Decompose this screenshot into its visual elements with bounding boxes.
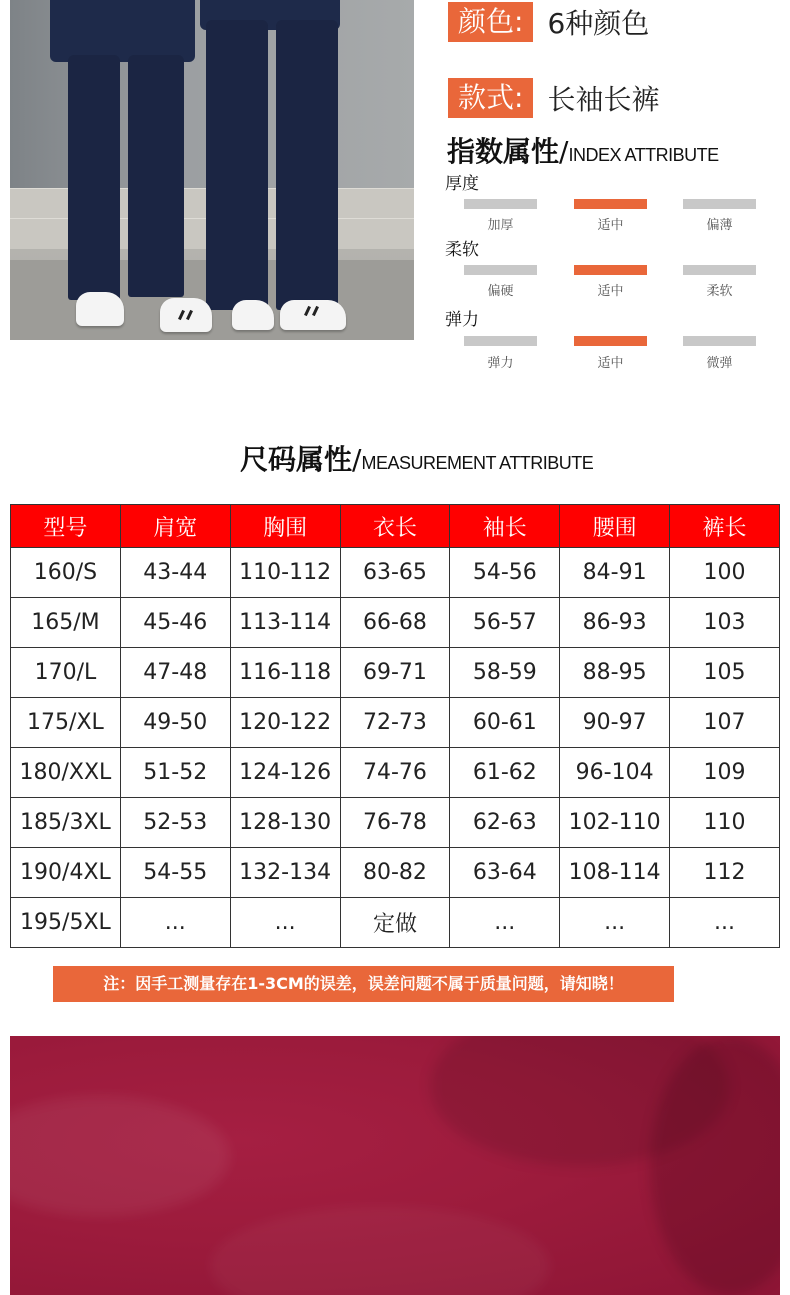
sneaker	[160, 298, 212, 332]
sneaker	[76, 292, 124, 326]
jacket-hem-left	[50, 0, 195, 62]
color-value: 6种颜色	[547, 7, 650, 40]
style-label: 款式:	[448, 78, 533, 118]
table-cell: 175/XL	[11, 698, 121, 748]
table-cell: 100	[670, 548, 780, 598]
table-cell: 190/4XL	[11, 848, 121, 898]
table-cell: ...	[450, 898, 560, 948]
table-cell: 45-46	[120, 598, 230, 648]
table-cell: 96-104	[560, 748, 670, 798]
table-cell: 132-134	[230, 848, 340, 898]
attr-elasticity-option: 弹力	[487, 356, 514, 371]
measurement-attribute-title-cn: 尺码属性	[240, 443, 353, 476]
table-row	[11, 548, 780, 598]
style-info-row	[448, 78, 659, 118]
table-cell: 49-50	[120, 698, 230, 748]
table-cell: ...	[560, 898, 670, 948]
header-waist: 腰围	[560, 505, 670, 548]
attr-elasticity-bar-2	[683, 336, 756, 346]
attr-elasticity-name: 弹力	[445, 310, 479, 330]
attr-thickness-bar-0	[464, 199, 537, 209]
attr-softness-option: 适中	[597, 284, 624, 299]
measurement-attribute-title-en: MEASUREMENT ATTRIBUTE	[361, 453, 594, 473]
table-cell: 58-59	[450, 648, 560, 698]
table-cell: 170/L	[11, 648, 121, 698]
table-row	[11, 598, 780, 648]
attr-thickness-option: 偏薄	[706, 218, 733, 233]
table-cell: 72-73	[340, 698, 450, 748]
table-cell: 88-95	[560, 648, 670, 698]
table-cell: 47-48	[120, 648, 230, 698]
table-cell: 113-114	[230, 598, 340, 648]
index-attribute-title	[447, 130, 719, 170]
header-top-length: 衣长	[340, 505, 450, 548]
table-row	[11, 748, 780, 798]
attr-elasticity-bar-0	[464, 336, 537, 346]
table-cell: ...	[670, 898, 780, 948]
table-cell: 110	[670, 798, 780, 848]
style-value: 长袖长裤	[547, 83, 660, 116]
table-cell: 165/M	[11, 598, 121, 648]
size-chart-header-row	[11, 505, 780, 548]
table-cell: 84-91	[560, 548, 670, 598]
table-cell: 63-65	[340, 548, 450, 598]
table-cell: 112	[670, 848, 780, 898]
header-sleeve-length: 袖长	[450, 505, 560, 548]
table-cell: 103	[670, 598, 780, 648]
color-info-row	[448, 2, 649, 42]
table-cell: 102-110	[560, 798, 670, 848]
fabric-closeup-photo	[10, 1036, 780, 1295]
fabric-highlight	[10, 1096, 230, 1216]
table-row	[11, 848, 780, 898]
table-cell: 60-61	[450, 698, 560, 748]
table-cell: 66-68	[340, 598, 450, 648]
table-cell: 54-55	[120, 848, 230, 898]
attr-softness-option: 偏硬	[487, 284, 514, 299]
table-cell: 80-82	[340, 848, 450, 898]
size-chart-table	[10, 504, 780, 948]
table-cell: 43-44	[120, 548, 230, 598]
fabric-highlight	[210, 1206, 550, 1295]
table-cell: 108-114	[560, 848, 670, 898]
sneaker	[232, 300, 274, 330]
color-label: 颜色:	[448, 2, 533, 42]
table-cell: 56-57	[450, 598, 560, 648]
attr-elasticity-option: 适中	[597, 356, 624, 371]
table-cell: 128-130	[230, 798, 340, 848]
table-cell: 61-62	[450, 748, 560, 798]
table-row	[11, 648, 780, 698]
table-cell: 定做	[340, 898, 450, 948]
table-cell: 74-76	[340, 748, 450, 798]
product-photo-navy-trousers	[10, 0, 414, 340]
table-cell: 105	[670, 648, 780, 698]
table-cell: 160/S	[11, 548, 121, 598]
table-cell: 62-63	[450, 798, 560, 848]
measurement-attribute-title	[240, 438, 593, 478]
header-chest: 胸围	[230, 505, 340, 548]
title-separator: /	[559, 135, 569, 168]
table-cell: 116-118	[230, 648, 340, 698]
index-attribute-title-cn: 指数属性	[447, 135, 560, 168]
table-cell: 69-71	[340, 648, 450, 698]
table-cell: 195/5XL	[11, 898, 121, 948]
header-trouser-length: 裤长	[670, 505, 780, 548]
attr-thickness-bar-1	[574, 199, 647, 209]
table-cell: 52-53	[120, 798, 230, 848]
table-cell: 110-112	[230, 548, 340, 598]
table-row	[11, 798, 780, 848]
header-model: 型号	[11, 505, 121, 548]
table-cell: ...	[230, 898, 340, 948]
attr-thickness-option: 加厚	[487, 218, 514, 233]
measurement-error-note: 注：因手工测量存在1-3CM的误差，误差问题不属于质量问题，请知晓！	[53, 966, 674, 1002]
table-cell: 185/3XL	[11, 798, 121, 848]
attr-elasticity-bar-1	[574, 336, 647, 346]
table-cell: 109	[670, 748, 780, 798]
attr-softness-bar-0	[464, 265, 537, 275]
attr-thickness-option: 适中	[597, 218, 624, 233]
attr-thickness-name: 厚度	[445, 174, 479, 194]
table-cell: 107	[670, 698, 780, 748]
table-cell: ...	[120, 898, 230, 948]
attr-elasticity-option: 微弹	[706, 356, 733, 371]
table-cell: 76-78	[340, 798, 450, 848]
attr-softness-bar-2	[683, 265, 756, 275]
table-cell: 90-97	[560, 698, 670, 748]
table-cell: 51-52	[120, 748, 230, 798]
index-attribute-title-en: INDEX ATTRIBUTE	[568, 145, 719, 165]
header-shoulder-width: 肩宽	[120, 505, 230, 548]
trouser-leg	[276, 20, 338, 310]
attr-softness-option: 柔软	[706, 284, 733, 299]
table-cell: 63-64	[450, 848, 560, 898]
table-cell: 124-126	[230, 748, 340, 798]
attr-thickness-bar-2	[683, 199, 756, 209]
title-separator: /	[352, 443, 362, 476]
attr-softness-bar-1	[574, 265, 647, 275]
trouser-leg	[128, 55, 184, 297]
trouser-leg	[206, 20, 268, 310]
attr-softness-name: 柔软	[445, 240, 479, 260]
trouser-leg	[68, 55, 120, 300]
table-cell: 120-122	[230, 698, 340, 748]
table-row	[11, 698, 780, 748]
table-row	[11, 898, 780, 948]
table-cell: 86-93	[560, 598, 670, 648]
table-cell: 180/XXL	[11, 748, 121, 798]
table-cell: 54-56	[450, 548, 560, 598]
